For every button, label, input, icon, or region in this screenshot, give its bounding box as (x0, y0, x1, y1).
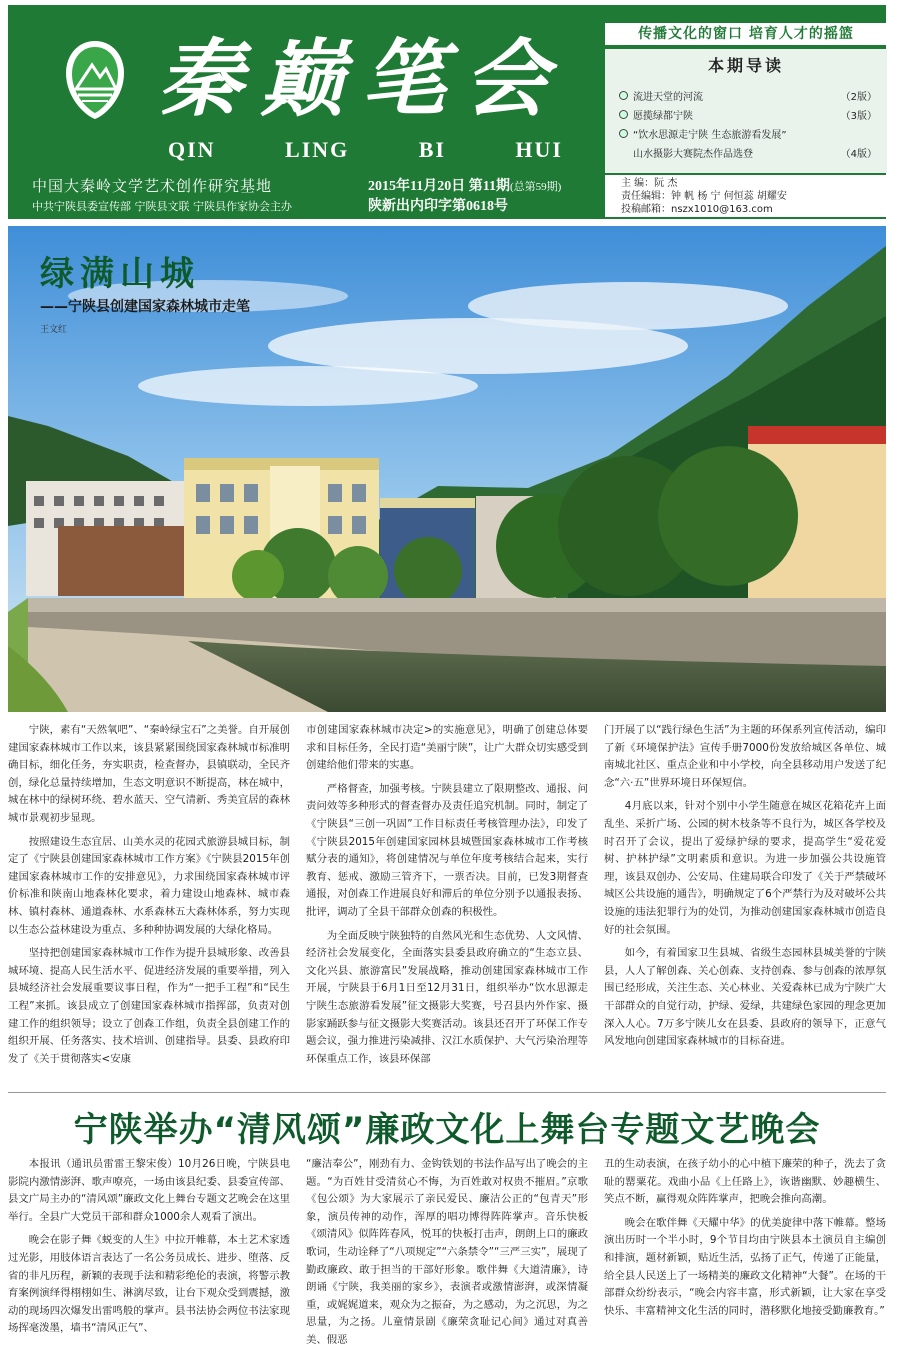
guide-item-text: 山水摄影大赛院杰作品选登 (633, 149, 753, 160)
second-article-headline: 宁陕举办“清风颂”廉政文化上舞台专题文艺晚会 (73, 1110, 821, 1150)
paragraph: “廉洁奉公”，刚劲有力、金钩铁划的书法作品写出了晚会的主题。“为百姓甘受清贫心不悔，为百姓敢对权贵不摧眉。”京歌《包公颂》为大家展示了亲民爱民、廉洁公正的“包青天”形象，演员传神的动作，浑厚的唱功博得阵阵掌声。音乐快板《颂清风》似阵阵春风，悦耳的快板打击声，朗朗上口的廉政歌词，生动诠释了“八项规定”“六条禁令”“三严三实”，展现了勤政廉政、敢于担当的干部好形象。歌伴舞《大道清廉》，诗朗诵《宁陕，我美丽的家乡》，表演者或激情澎湃，或深情凝重，或娓娓道来，观众为之振奋，为之感动，为之沉思，为之思量，为之扬。儿童情景剧《廉荣贪耻记心间》通过对真善美、假恶 (306, 1158, 588, 1346)
pinyin-word: HUI (515, 137, 563, 162)
paragraph: 宁陕，素有“天然氧吧”、“秦岭绿宝石”之美誉。自开展创建国家森林城市工作以来，该县紧紧围绕国家森林城市标准明确目标，细化任务，夯实职责，检查督办，县镇联动，全民齐创，绿化总量持续增加，生态文明意识不断提高，林在城中，城在林中的绿树环绕、碧水蓝天、空气清新、秀美宜居的森林城市景观初步显现。 (8, 724, 290, 824)
title-char: 笔 (361, 29, 446, 128)
pinyin-word: LING (285, 137, 350, 162)
chief-editor: 主 编：阮 杰 (621, 178, 678, 189)
submission-email: 投稿邮箱：nszx1010@163.com (621, 204, 773, 215)
guide-item-page: （4版） (840, 149, 877, 160)
issue-guide (605, 49, 887, 173)
masthead-sponsors: 中共宁陕县委宣传部 宁陕县文联 宁陕县作家协会主办 (32, 200, 292, 213)
masthead-subtitle: 中国大秦岭文学艺术创作研究基地 (32, 177, 273, 195)
masthead (8, 5, 886, 219)
guide-title: 本期导读 (707, 56, 784, 75)
article-column (8, 1156, 290, 1370)
guide-list (605, 86, 887, 162)
bullet-icon (619, 110, 628, 119)
article-column (306, 1156, 588, 1370)
paragraph: 如今，有着国家卫生县城、省级生态园林县城美誉的宁陕县，人人了解创森、关心创森、支持创森、参与创森的浓厚氛围已经形成，关注生态、关心林业、关爱森林已成为宁陕广大干部群众的自觉行动，护绿、爱绿，共建绿色家园的理念更加深入人心。7万多宁陕儿女在县委、县政府的领导下，正意气风发地向创建国家森林城市的目标奋进。 (604, 947, 886, 1048)
hero-headline: 绿满山城 (40, 254, 200, 294)
guide-item-text: 流进天堂的河流 (633, 92, 703, 103)
article-column (8, 722, 290, 1078)
second-article-body (8, 1156, 886, 1370)
qinling-logo-icon (62, 39, 128, 121)
paragraph: 本报讯（通讯员雷雷王黎宋俊）10月26日晚，宁陕县电影院内激情澎湃、歌声嘹亮，一场由该县纪委、县委宣传部、县文广局主办的“清风颂”廉政文化上舞台专题文艺晚会在这里举行。全县广大党员干部和群众1000余人观看了演出。 (8, 1158, 290, 1223)
guide-item-page: （2版） (840, 92, 877, 103)
guide-item-text: “饮水思源走宁陕 生态旅游看发展” (633, 130, 787, 141)
paragraph: 为全面反映宁陕独特的自然风光和生态优势、人文风情、经济社会发展变化，全面落实县委县政府确立的“生态立县、文化兴县、旅游富民”发展战略，推动创建国家森林城市工作开展，宁陕县于6月1日至12月31日，组织举办“饮水思源走宁陕生态旅游看发展”征文摄影大奖赛，号召县内外作家、摄影家踊跃参与征文摄影大奖赛活动。该县还召开了环保工作专题会议，强力推进污染减排、汉江水质保护、大气污染治理等环保重点工作，该县环保部 (306, 929, 588, 1065)
responsible-editors: 责任编辑：钟 帆 杨 宁 何恒蕊 胡耀安 (621, 191, 787, 202)
guide-item[interactable] (619, 86, 877, 105)
paragraph: 坚持把创建国家森林城市工作作为提升县城形象、改善县城环境、提高人民生活水平、促进经济发展的重要举措，列入县城经济社会发展重要议事日程，作为“一把手工程”和“民生工程”来抓。该县成立了创建国家森林城市指挥部，负责对创建工作的组织领导；设立了创森工作组，负责全县创建工作的组织开展、任务落实、技术培训、创建指导。县委、县政府印发了《关于贯彻落实<安康 (8, 947, 290, 1065)
guide-item-text: 愿揽绿都宁陕 (633, 111, 693, 122)
pinyin-word: BI (418, 137, 446, 162)
total-issue: (总第59期) (509, 181, 562, 193)
guide-item[interactable] (619, 143, 877, 162)
guide-item[interactable] (619, 124, 877, 143)
paragraph: 丑的生动表演，在孩子幼小的心中植下廉荣的种子，洗去了贪耻的罂粟花。戏曲小品《上任路上》，诙谐幽默、妙趣横生、笑点不断，赢得观众阵阵掌声，把晚会推向高潮。 (604, 1158, 886, 1206)
issue-date-text: 2015年11月20日 第11期 (368, 179, 510, 194)
slogan-banner: 传播文化的窗口 培育人才的摇篮 (605, 23, 887, 45)
article-column (306, 722, 588, 1078)
license-number: 陕新出内印字第0618号 (368, 199, 508, 214)
editorial-staff (605, 175, 887, 217)
issue-date (368, 175, 561, 195)
title-char: 秦 (158, 29, 243, 128)
guide-item[interactable] (619, 105, 877, 124)
title-pinyin (168, 137, 563, 163)
section-divider (8, 1092, 886, 1093)
pinyin-word: QIN (168, 137, 216, 162)
article-column (604, 722, 886, 1078)
hero-photo-section (8, 226, 886, 712)
title-char: 会 (463, 29, 548, 128)
paragraph: 按照建设生态宜居、山美水灵的花园式旅游县城目标，制定了《宁陕县创建国家森林城市工作方案》《宁陕县2015年创建国家森林城市工作的安排意见》，力求围绕国家森林城市评价标准和陕南山地森林化要求，着力建设山地森林、城市森林、镇村森林、通道森林、水系森林五大森林体系，努力实现以生态公益林建设为重点、多种种协调发展的大绿化格局。 (8, 835, 290, 936)
paragraph: 4月底以来，针对个别中小学生随意在城区花箱花卉上面乱坐、采折广场、公园的树木枝条等不良行为，城区各学校及时召开了会议，提出了爱绿护绿的要求，提高学生“爱花爱树、护林护绿”文明素质和意识。为进一步加强公共设施管理，该县双创办、公安局、住建局联合印发了《关于严禁破坏城区公共设施的通告》，明确规定了6个严禁行为及对破坏公共设施的违法犯罪行为的处罚，为推动创建国家森林城市创造良好的社会氛围。 (604, 800, 886, 936)
bullet-icon (619, 129, 628, 138)
hero-subheadline: ——宁陕县创建国家森林城市走笔 (40, 299, 250, 315)
paragraph: 市创建国家森林城市决定>的实施意见》，明确了创建总体要求和目标任务，全民打造“美丽宁陕”，让广大群众切实感受到创建给他们带来的实惠。 (306, 724, 588, 772)
article-column (604, 1156, 886, 1370)
hero-author: 王文红 (40, 325, 68, 335)
bullet-icon (619, 91, 628, 100)
newspaper-title (158, 29, 548, 129)
paragraph: 严格督查，加强考核。宁陕县建立了限期整改、通报、问责问效等多种形式的督查督办及责任追究机制。同时，制定了《宁陕县“三创一巩固”工作目标责任考核管理办法》，印发了《宁陕县2015年创建国家园林县城暨国家森林城市工作考核赋分表的通知》，将创建情况与单位年度考核结合起来，实行教育、惩戒、激励三管齐下，一票否决。目前，已发3期督查通报，对创森工作进展良好和滞后的单位分别予以通报表扬、批评，调动了全县干部群众创森的积极性。 (306, 782, 588, 918)
lead-article-body (8, 722, 886, 1078)
paragraph: 晚会在影子舞《蜕变的人生》中拉开帷幕，本土艺术家透过光影，用肢体语言表达了一名公务员成长、进步、堕落、反省的非凡历程，新颖的表现手法和精彩绝伦的表演，将警示教育案例演绎得栩栩如生、淋漓尽致，让台下观众受到震撼，激动的现场四次爆发出雷鸣般的掌声。县书法协会两位书法家现场挥毫泼墨，墙书“清风正气”、 (8, 1234, 290, 1335)
guide-item-page: （3版） (840, 111, 877, 122)
paragraph: 门开展了以“践行绿色生活”为主题的环保系列宣传活动，编印了新《环境保护法》宣传手册7000份发放给城区各单位、城南城北社区、重点企业和中小学校，向全县移动用户发送了纪念“六·五”世界环境日环保短信。 (604, 724, 886, 789)
paragraph: 晚会在歌伴舞《天耀中华》的优美旋律中落下帷幕。整场演出历时一个半小时，9个节目均由宁陕县本土演员自主编创和排演，题材新颖，贴近生活，弘扬了正气，传递了正能量，给全县人民送上了一场精美的廉政文化精神“大餐”。在场的干部群众纷纷表示，“晚会内容丰富，形式新颖，让大家在享受快乐、丰富精神文化生活的同时，潜移默化地接受勤廉教育。” (604, 1216, 886, 1317)
title-char: 巅 (259, 29, 344, 128)
